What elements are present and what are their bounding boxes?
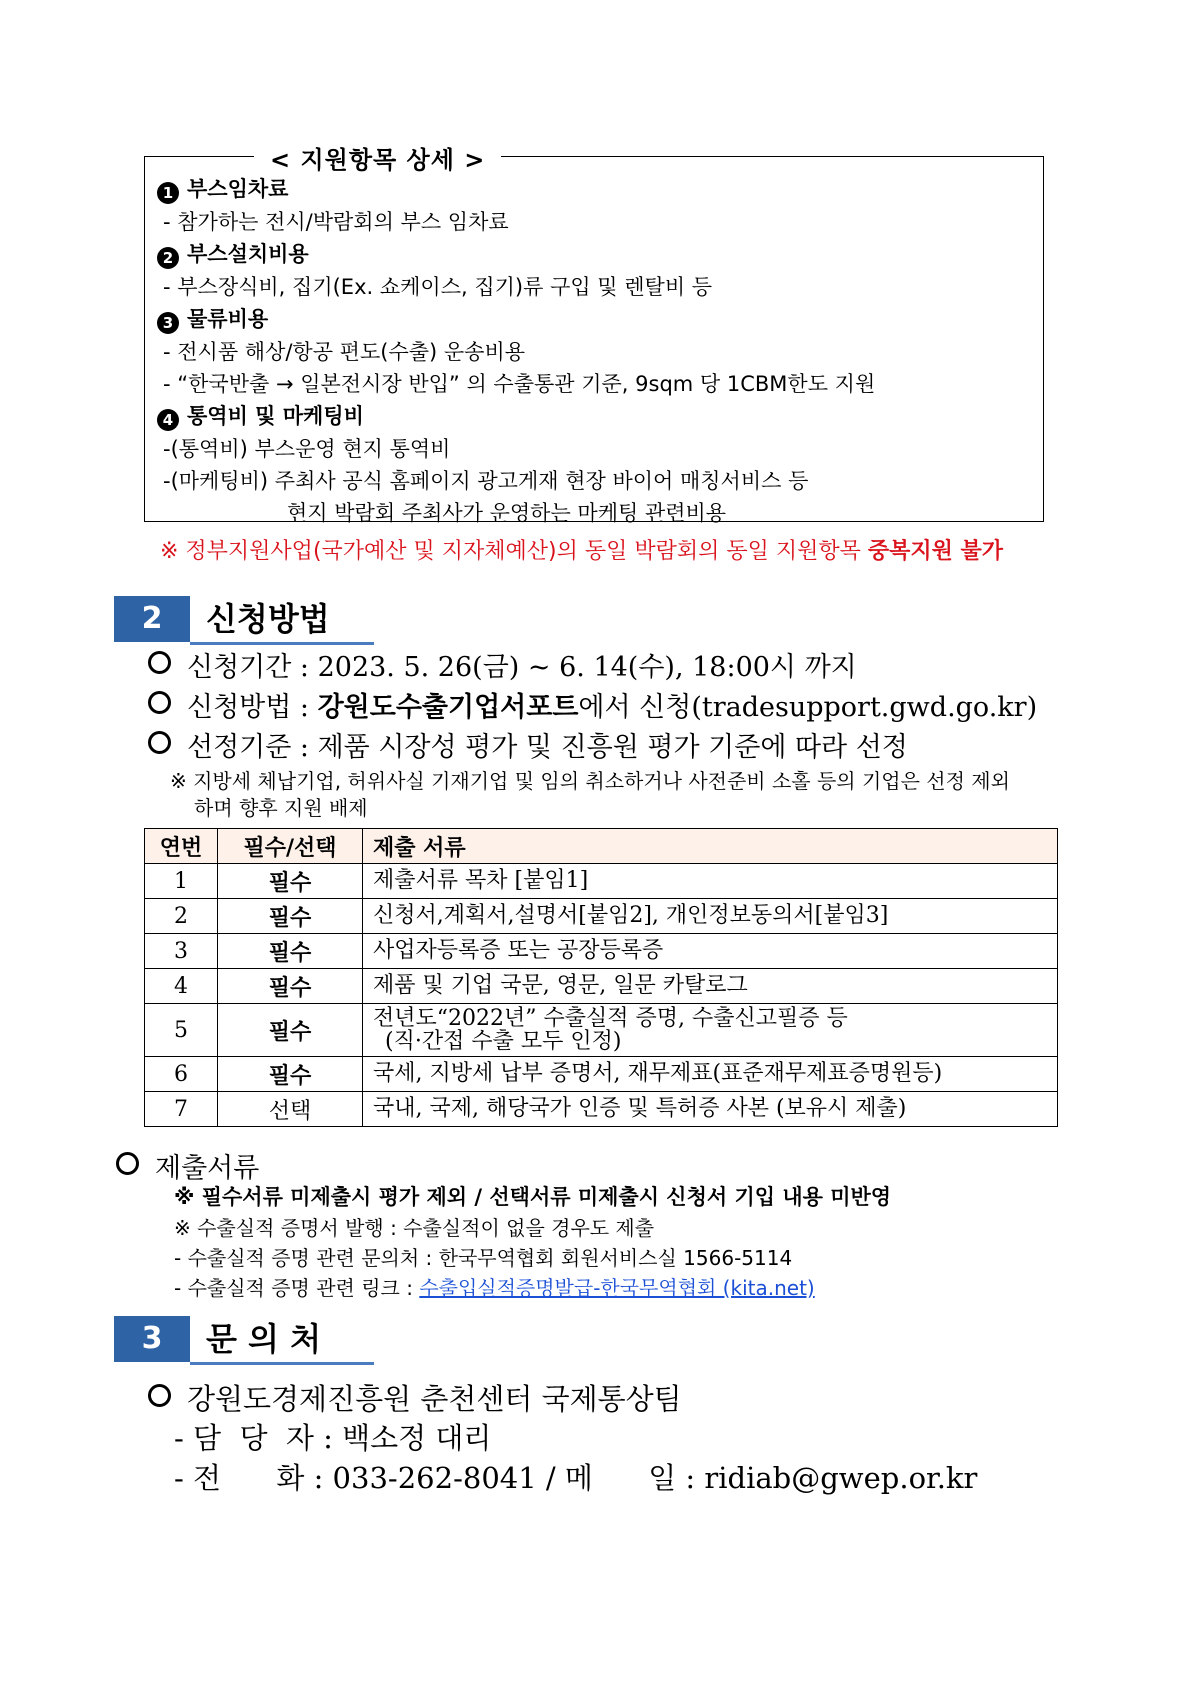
bullet-ring-icon	[148, 691, 171, 714]
table-row: 4 필수 제품 및 기업 국문, 영문, 일문 카탈로그	[145, 969, 1058, 1004]
table-header-row	[145, 829, 1058, 864]
duplicate-support-notice: ※ 정부지원사업(국가예산 및 지자체예산)의 동일 박람회의 동일 지원항목 중복지원 불가	[160, 539, 1004, 564]
contact-person: - 담 당 자 : 백소정 대리	[174, 1421, 492, 1455]
item-1-line-1: - 참가하는 전시/박람회의 부스 임차료	[163, 210, 509, 234]
table-row: 6 필수 국세, 지방세 납부 증명서, 재무제표(표준재무제표증명원등)	[145, 1057, 1058, 1092]
submission-documents-table	[144, 828, 1058, 1127]
bullet-ring-icon	[148, 731, 171, 754]
item-2-heading: 2 부스설치비용	[157, 244, 309, 269]
item-4-line-2: -(마케팅비) 주최사 공식 홈페이지 광고게재 현장 바이어 매칭서비스 등	[163, 469, 809, 493]
number-3-icon: 3	[157, 312, 179, 334]
header-document: 제출 서류	[363, 829, 1058, 864]
bullet-ring-icon	[148, 651, 171, 674]
contact-phone-email: - 전 화 : 033-262-8041 / 메 일 : ridiab@gwep.or.kr	[174, 1461, 978, 1495]
number-1-icon: 1	[157, 182, 179, 204]
section-2-title: 신청방법	[190, 596, 374, 645]
table-row: 5 필수 전년도“2022년” 수출실적 증명, 수출신고필증 등 (직·간접 수출 모두 인정)	[145, 1004, 1058, 1057]
table-row: 2 필수 신청서,계획서,설명서[붙임2], 개인정보동의서[붙임3]	[145, 899, 1058, 934]
exclusion-note-line-2: 하며 향후 지원 배제	[194, 796, 368, 820]
number-4-icon: 4	[157, 409, 179, 431]
docs-note-bold: ※ 필수서류 미제출시 평가 제외 / 선택서류 미제출시 신청서 기입 내용 미반영	[174, 1185, 892, 1209]
header-no: 연번	[145, 829, 218, 864]
submission-docs-title: 제출서류	[116, 1152, 259, 1182]
apply-period: 신청기간 : 2023. 5. 26(금) ~ 6. 14(수), 18:00시 까지	[148, 651, 857, 681]
apply-method: 신청방법 : 강원도수출기업서포트에서 신청(tradesupport.gwd.go.kr)	[148, 691, 1037, 721]
kita-link[interactable]: 수출입실적증명발급-한국무역협회 (kita.net)	[419, 1276, 815, 1300]
section-3-title: 문 의 처	[190, 1316, 374, 1365]
section-3-number: 3	[114, 1316, 190, 1362]
item-4-heading: 4 통역비 및 마케팅비	[157, 406, 364, 431]
item-4-line-1: -(통역비) 부스운영 현지 통역비	[163, 437, 451, 461]
item-2-line-1: - 부스장식비, 집기(Ex. 쇼케이스, 집기)류 구입 및 렌탈비 등	[163, 275, 713, 299]
table-row: 7 선택 국내, 국제, 해당국가 인증 및 특허증 사본 (보유시 제출)	[145, 1092, 1058, 1127]
number-2-icon: 2	[157, 247, 179, 269]
item-3-line-2: - “한국반출 → 일본전시장 반입” 의 수출통관 기준, 9sqm 당 1CBM한도 지원	[163, 372, 876, 396]
bullet-ring-icon	[148, 1384, 171, 1407]
docs-link-line: - 수출실적 증명 관련 링크 : 수출입실적증명발급-한국무역협회 (kita.net)	[174, 1276, 815, 1300]
docs-note-2: ※ 수출실적 증명서 발행 : 수출실적이 없을 경우도 제출	[174, 1216, 655, 1240]
selection-criteria: 선정기준 : 제품 시장성 평가 및 진흥원 평가 기준에 따라 선정	[148, 731, 908, 761]
contact-org: 강원도경제진흥원 춘천센터 국제통상팀	[148, 1384, 682, 1414]
bullet-ring-icon	[116, 1152, 139, 1175]
item-3-heading: 3 물류비용	[157, 309, 268, 334]
support-details-box	[144, 156, 1044, 525]
table-row: 1 필수 제출서류 목차 [붙임1]	[145, 864, 1058, 899]
section-2-number: 2	[114, 596, 190, 642]
support-details-title: < 지원항목 상세 >	[254, 140, 501, 175]
table-row: 3 필수 사업자등록증 또는 공장등록증	[145, 934, 1058, 969]
row-5-doc-line-1: 전년도“2022년” 수출실적 증명, 수출신고필증 등	[373, 1005, 848, 1031]
item-1-heading: 1 부스임차료	[157, 179, 288, 204]
exclusion-note-line-1: ※ 지방세 체납기업, 허위사실 기재기업 및 임의 취소하거나 사전준비 소홀 등의 기업은 선정 제외	[170, 769, 1010, 793]
row-5-doc-line-2: (직·간접 수출 모두 인정)	[385, 1029, 622, 1054]
item-4-line-3: 현지 박람회 주최사가 운영하는 마케팅 관련비용	[287, 501, 727, 525]
item-3-line-1: - 전시품 해상/항공 편도(수출) 운송비용	[163, 340, 526, 364]
docs-contact: - 수출실적 증명 관련 문의처 : 한국무역협회 회원서비스실 1566-5114	[174, 1246, 793, 1270]
header-required: 필수/선택	[218, 829, 363, 864]
